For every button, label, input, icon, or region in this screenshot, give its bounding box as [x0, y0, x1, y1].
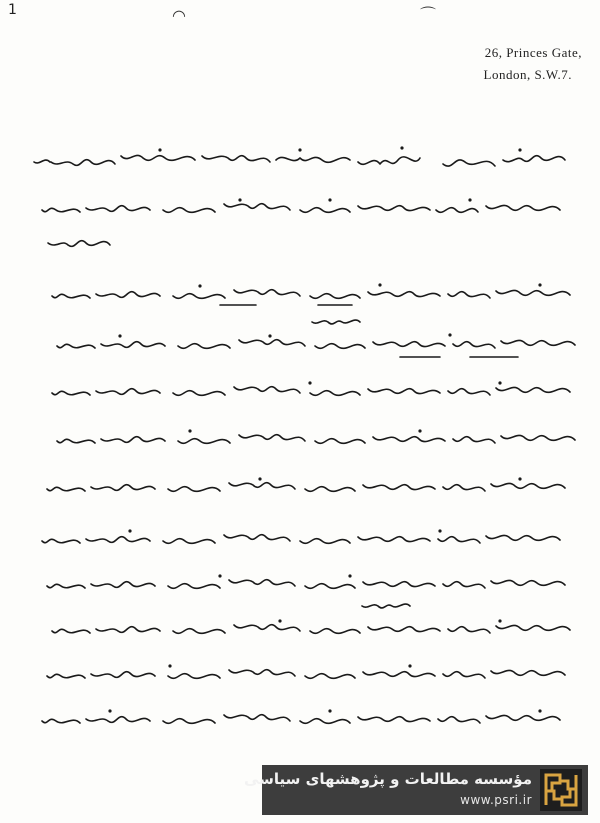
ink-stroke: [52, 389, 160, 395]
ink-stroke: [448, 625, 570, 633]
ink-stroke: [168, 580, 295, 589]
ink-stroke: [173, 625, 300, 634]
ink-stroke: [443, 580, 565, 588]
ink-stroke: [443, 483, 565, 491]
ink-stroke: [453, 340, 575, 348]
organization-logo-icon: [540, 769, 582, 811]
ink-stroke: [42, 206, 150, 212]
ink-stroke: [121, 155, 270, 162]
ink-stroke: [168, 483, 295, 492]
ink-stroke: [305, 582, 435, 589]
ink-stroke: [448, 387, 570, 395]
ink-stroke: [305, 485, 435, 492]
ink-stroke: [443, 670, 565, 678]
watermark-banner: [243, 765, 588, 815]
ink-stroke: [300, 717, 430, 724]
ink-stroke: [47, 582, 155, 588]
ink-stroke: [47, 485, 155, 491]
ink-stroke: [52, 627, 160, 633]
ink-stroke: [448, 290, 570, 298]
ink-stroke: [42, 537, 150, 543]
ink-stroke: [34, 160, 115, 166]
address-line-2: London, S.W.7.: [483, 67, 572, 82]
ink-stroke: [315, 437, 445, 444]
page-number: 1: [8, 2, 17, 18]
ink-stroke: [163, 204, 290, 213]
ink-stroke: [178, 340, 305, 349]
ink-stroke: [173, 387, 300, 396]
ink-stroke: [438, 535, 560, 543]
ink-stroke: [163, 535, 290, 544]
ink-stroke: [438, 715, 560, 723]
ink-stroke: [178, 435, 305, 444]
ink-stroke: [312, 320, 360, 324]
ink-stroke: [310, 627, 440, 634]
ink-stroke: [57, 437, 165, 443]
ink-stroke: [168, 670, 295, 679]
ink-stroke: [52, 292, 160, 298]
ink-stroke: [362, 604, 410, 608]
ink-stroke: [57, 342, 165, 348]
corner-mark: ⌒: [420, 5, 437, 24]
ink-stroke: [276, 157, 420, 164]
ink-stroke: [300, 206, 430, 213]
address-line-1: 26, Princes Gate,: [484, 45, 582, 60]
ink-stroke: [315, 342, 445, 349]
ink-dots: [108, 146, 541, 712]
organization-url: www.psri.ir: [460, 793, 532, 807]
ink-stroke: [310, 389, 440, 396]
ink-stroke: [300, 537, 430, 544]
ink-stroke: [47, 672, 155, 678]
ink-stroke: [443, 156, 565, 166]
ink-stroke: [436, 205, 560, 212]
corner-mark: ◠: [172, 6, 186, 25]
organization-name: مؤسسه مطالعات و پژوهشهای سیاسی: [243, 770, 532, 788]
ink-stroke: [48, 241, 110, 247]
ink-stroke: [163, 715, 290, 724]
ink-stroke: [305, 672, 435, 679]
ink-stroke: [42, 717, 150, 723]
ink-stroke: [173, 290, 300, 299]
ink-stroke: [453, 435, 575, 443]
ink-stroke: [310, 292, 440, 299]
